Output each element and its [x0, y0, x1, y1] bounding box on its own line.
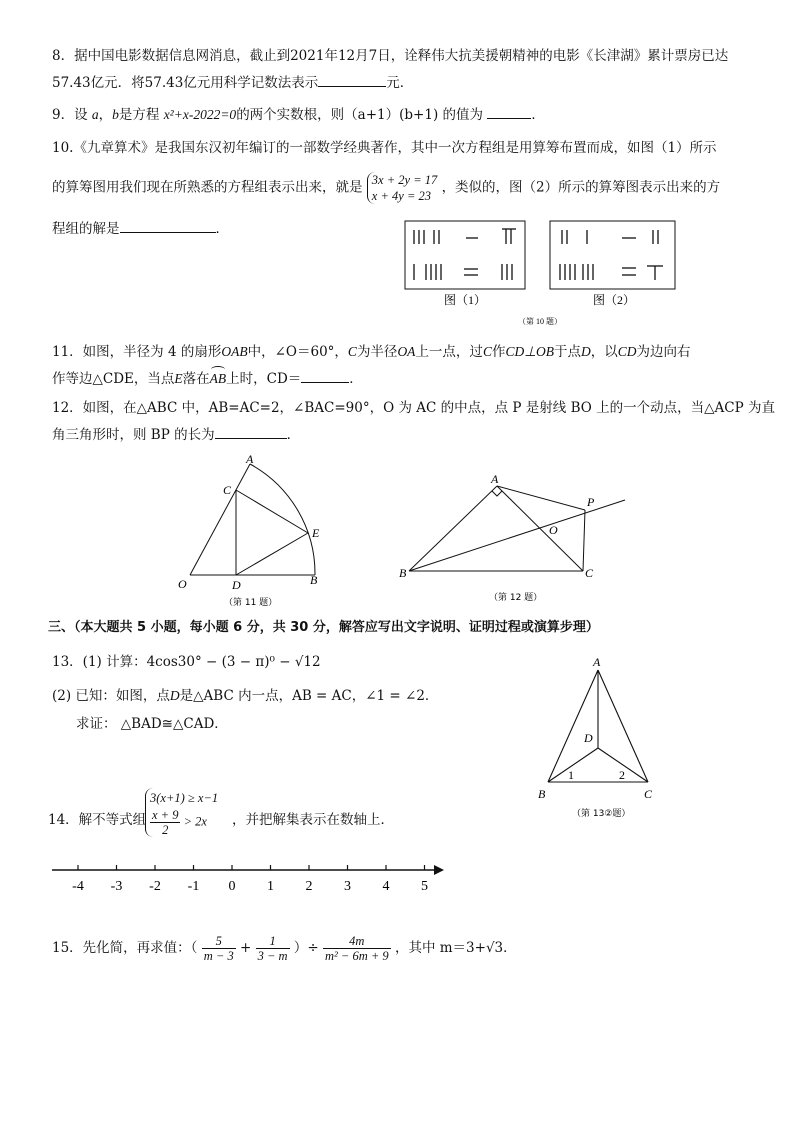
q12-segment-ab: [409, 486, 497, 571]
q15-fraction-2: [256, 934, 290, 963]
q11-answer-blank[interactable]: [301, 368, 349, 383]
q12-figure: [395, 468, 635, 606]
q12-line1: 12．如图，在△ABC 中，AB=AC=2，∠BAC=90°，O 为 AC 的中点，点 P 是射线 BO 上的一个动点，当△ACP 为直: [52, 400, 775, 416]
q14-ineq2-rest: > 2x: [183, 814, 207, 829]
q10-text-c: 程组的解是: [52, 221, 120, 237]
q13-angle-2: 2: [619, 768, 625, 782]
q11-line2: [52, 368, 363, 389]
q13-label-b: B: [538, 787, 546, 801]
q11-text-g: ，以: [590, 344, 618, 360]
axis-tick-label: 3: [344, 879, 351, 894]
q11-e: E: [174, 371, 183, 386]
axis-tick-label: 0: [228, 879, 236, 894]
q10-text-b: ，类似的，图（2）所示的算筹图表示出来的方: [441, 179, 721, 196]
q14-axis-labels: [72, 879, 428, 894]
q14-fraction: [150, 808, 180, 837]
q9-equation: x²+x-2022=0: [163, 107, 237, 122]
q12-caption: （第 12 题）: [489, 593, 543, 603]
q9-text-c: 的两个实数根，则（a+1）(b+1) 的值为: [236, 107, 484, 123]
q13-figure: [530, 652, 670, 822]
q14-line: [48, 810, 146, 830]
q8-text-b: 元．: [386, 75, 414, 91]
q13-caption: （第 13②题）: [572, 809, 631, 819]
q14-number-line[interactable]: [48, 856, 448, 898]
q9-sep: ，: [98, 107, 113, 123]
q11-text-f: 于点: [553, 344, 581, 360]
section3-heading: 三、（本大题共 5 小题，每小题 6 分，共 30 分，解答应写出文字说明、证明过程或演算步理）: [48, 620, 599, 635]
q9-var-a: a: [91, 107, 99, 122]
q13-label-d: D: [584, 731, 593, 745]
q12-ray-bo: [409, 500, 625, 571]
q11-label-o: O: [178, 577, 187, 591]
q11-arc-ab-shape: [250, 464, 315, 575]
q11-segment-oa: [190, 464, 250, 575]
q15-f2-num: 1: [256, 934, 290, 949]
q10-line1: 10.《九章算术》是我国东汉初年编订的一部数学经典著作，其中一次方程组是用算筹布置而成，如图（1）所示: [52, 140, 717, 156]
q11-caption: （第 11 题）: [224, 598, 278, 608]
q15-fraction-3: [323, 934, 391, 963]
q9-end: ．: [531, 107, 545, 123]
q15-f3-den: m² − 6m + 9: [324, 949, 389, 963]
axis-tick-label: -3: [110, 879, 123, 894]
q8-line1: 8．据中国电影数据信息网消息，截止到2021年12月7日，诠释伟大抗美援朝精神的电影《长津湖》累计票房已达: [52, 48, 729, 64]
axis-tick-label: 4: [382, 879, 390, 894]
q9-text-a: 9．设: [52, 107, 88, 123]
q8-text-a: 57.43亿元．将57.43亿元用科学记数法表示: [52, 75, 319, 91]
q12-label-p: P: [587, 495, 595, 509]
q10-text-a: 的算筹图用我们现在所熟悉的方程组表示出来，就是: [52, 179, 363, 196]
q14-ineq1: 3(x+1) ≥ x−1: [150, 791, 219, 805]
axis-tick-label: 1: [267, 879, 274, 894]
q11-line1: [52, 342, 690, 362]
q13-part2: [52, 686, 438, 706]
q10-fig1-label: 图（1）: [444, 293, 487, 307]
axis-tick-label: 2: [305, 879, 313, 894]
q10-line3: [52, 218, 229, 239]
q11-label-a: A: [246, 452, 254, 466]
q15-f3-num: 4m: [323, 934, 391, 949]
axis-tick-label: -2: [149, 879, 161, 894]
q15-text-b: ，其中 m＝3+√3．: [394, 940, 517, 956]
q12-text-a: 角三角形时，则 BP 的长为: [52, 427, 215, 443]
q9-answer-blank[interactable]: [487, 104, 531, 119]
q13-d: D: [169, 688, 180, 703]
q11-cdob: CD⊥OB: [505, 344, 554, 359]
q10-fig2-frame: [550, 221, 675, 289]
q10-eq2: x + 4y = 23: [371, 189, 432, 203]
q15-fraction-1: [202, 934, 236, 963]
q11-label-b: B: [310, 573, 318, 587]
q11-label-c: C: [223, 483, 232, 497]
q8-answer-blank[interactable]: [318, 72, 386, 87]
q10-line2: [52, 172, 720, 204]
q14-inequality-system: [145, 788, 218, 837]
q11-text-h: 为边向右: [636, 344, 691, 360]
q12-answer-blank[interactable]: [215, 424, 287, 439]
q15-line: [52, 934, 517, 963]
q11-arc-ab: AB: [210, 369, 227, 389]
q11-oa: OA: [397, 344, 416, 359]
q11-oab: OAB: [221, 344, 248, 359]
q13-prove: 求证： △BAD≅△CAD．: [76, 716, 228, 732]
q10-figures: [400, 218, 690, 330]
q11-text-b: 中，∠O＝60°，: [247, 344, 348, 360]
q11-text-e: 作: [491, 344, 506, 360]
q12-segment-ac: [497, 486, 583, 571]
q10-eq1: 3x + 2y = 17: [371, 173, 438, 187]
q13-text-b: 是△ABC 内一点，AB = AC，∠1 = ∠2．: [179, 688, 439, 704]
axis-tick-label: -1: [187, 879, 200, 894]
q13-angle-1: 1: [568, 768, 574, 782]
q12-line2: [52, 424, 300, 445]
q13-text-a: (2) 已知：如图，点: [52, 688, 170, 704]
q11-text-j: 落在: [182, 371, 210, 387]
q11-figure: [170, 450, 340, 612]
q10-answer-blank[interactable]: [120, 218, 216, 233]
q14-frac-num: x + 9: [152, 808, 179, 822]
q11-c: C: [347, 344, 357, 359]
q15-plus: +: [240, 940, 252, 956]
q11-text-i: 作等边△CDE，当点: [52, 371, 175, 387]
q12-segment-ap: [497, 486, 585, 510]
q11-text-c: 为半径: [356, 344, 398, 360]
q9-text-b: 是方程: [118, 107, 160, 123]
q9-line: [52, 104, 545, 125]
q11-label-e: E: [312, 526, 320, 540]
q14-axis-arrow: [434, 865, 444, 875]
q13-label-a: A: [593, 655, 601, 669]
q15-f1-den: m − 3: [203, 949, 234, 963]
q15-text-a: 15．先化简，再求值：（: [52, 940, 198, 956]
q14-system: [145, 788, 218, 837]
q12-label-o: O: [549, 523, 558, 537]
q12-text-b: ．: [286, 427, 301, 443]
q13-label-c: C: [644, 787, 653, 801]
q12-label-c: C: [585, 566, 594, 580]
q14-text-b: ，并把解集表示在数轴上．: [232, 812, 394, 828]
q10-caption: （第 10 题）: [518, 317, 562, 326]
q15-f2-den: 3 − m: [257, 949, 288, 963]
q10-equation-system: [367, 172, 437, 204]
q10-fig1-rods: [414, 229, 516, 280]
q12-label-a: A: [491, 472, 499, 486]
axis-tick-label: -4: [72, 879, 84, 894]
q11-segment-de: [236, 533, 308, 575]
q11-text-k: 上时，CD＝: [226, 371, 302, 387]
q14-ineq2: [150, 808, 218, 837]
axis-tick-label: 5: [421, 879, 428, 894]
q10-fig2-rods: [560, 230, 663, 280]
q10-fig2-label: 图（2）: [593, 293, 636, 307]
q15-div: ）÷: [293, 940, 319, 956]
q9-var-b: b: [112, 107, 119, 122]
q11-c2: C: [482, 344, 492, 359]
q12-label-b: B: [399, 566, 407, 580]
q14-frac-den: 2: [162, 823, 169, 837]
q12-right-angle-mark: [492, 491, 502, 496]
q8-line2: [52, 72, 413, 93]
q11-label-d: D: [232, 578, 241, 592]
q14-text-a: 14．解不等式组: [48, 812, 147, 828]
q11-text-l: ．: [349, 371, 363, 387]
q11-segment-ce: [236, 490, 308, 533]
q11-text-d: 上一点，过: [415, 344, 483, 360]
q11-d: D: [580, 344, 591, 359]
q10-text-d: ．: [215, 221, 229, 237]
q13-part1: 13．(1) 计算：4cos30° − (3 − π)⁰ − √12: [52, 654, 321, 670]
q11-text-a: 11．如图，半径为 4 的扇形: [52, 344, 222, 360]
q12-segment-pc: [583, 510, 585, 571]
q15-f1-num: 5: [202, 934, 236, 949]
q11-cd: CD: [617, 344, 637, 359]
